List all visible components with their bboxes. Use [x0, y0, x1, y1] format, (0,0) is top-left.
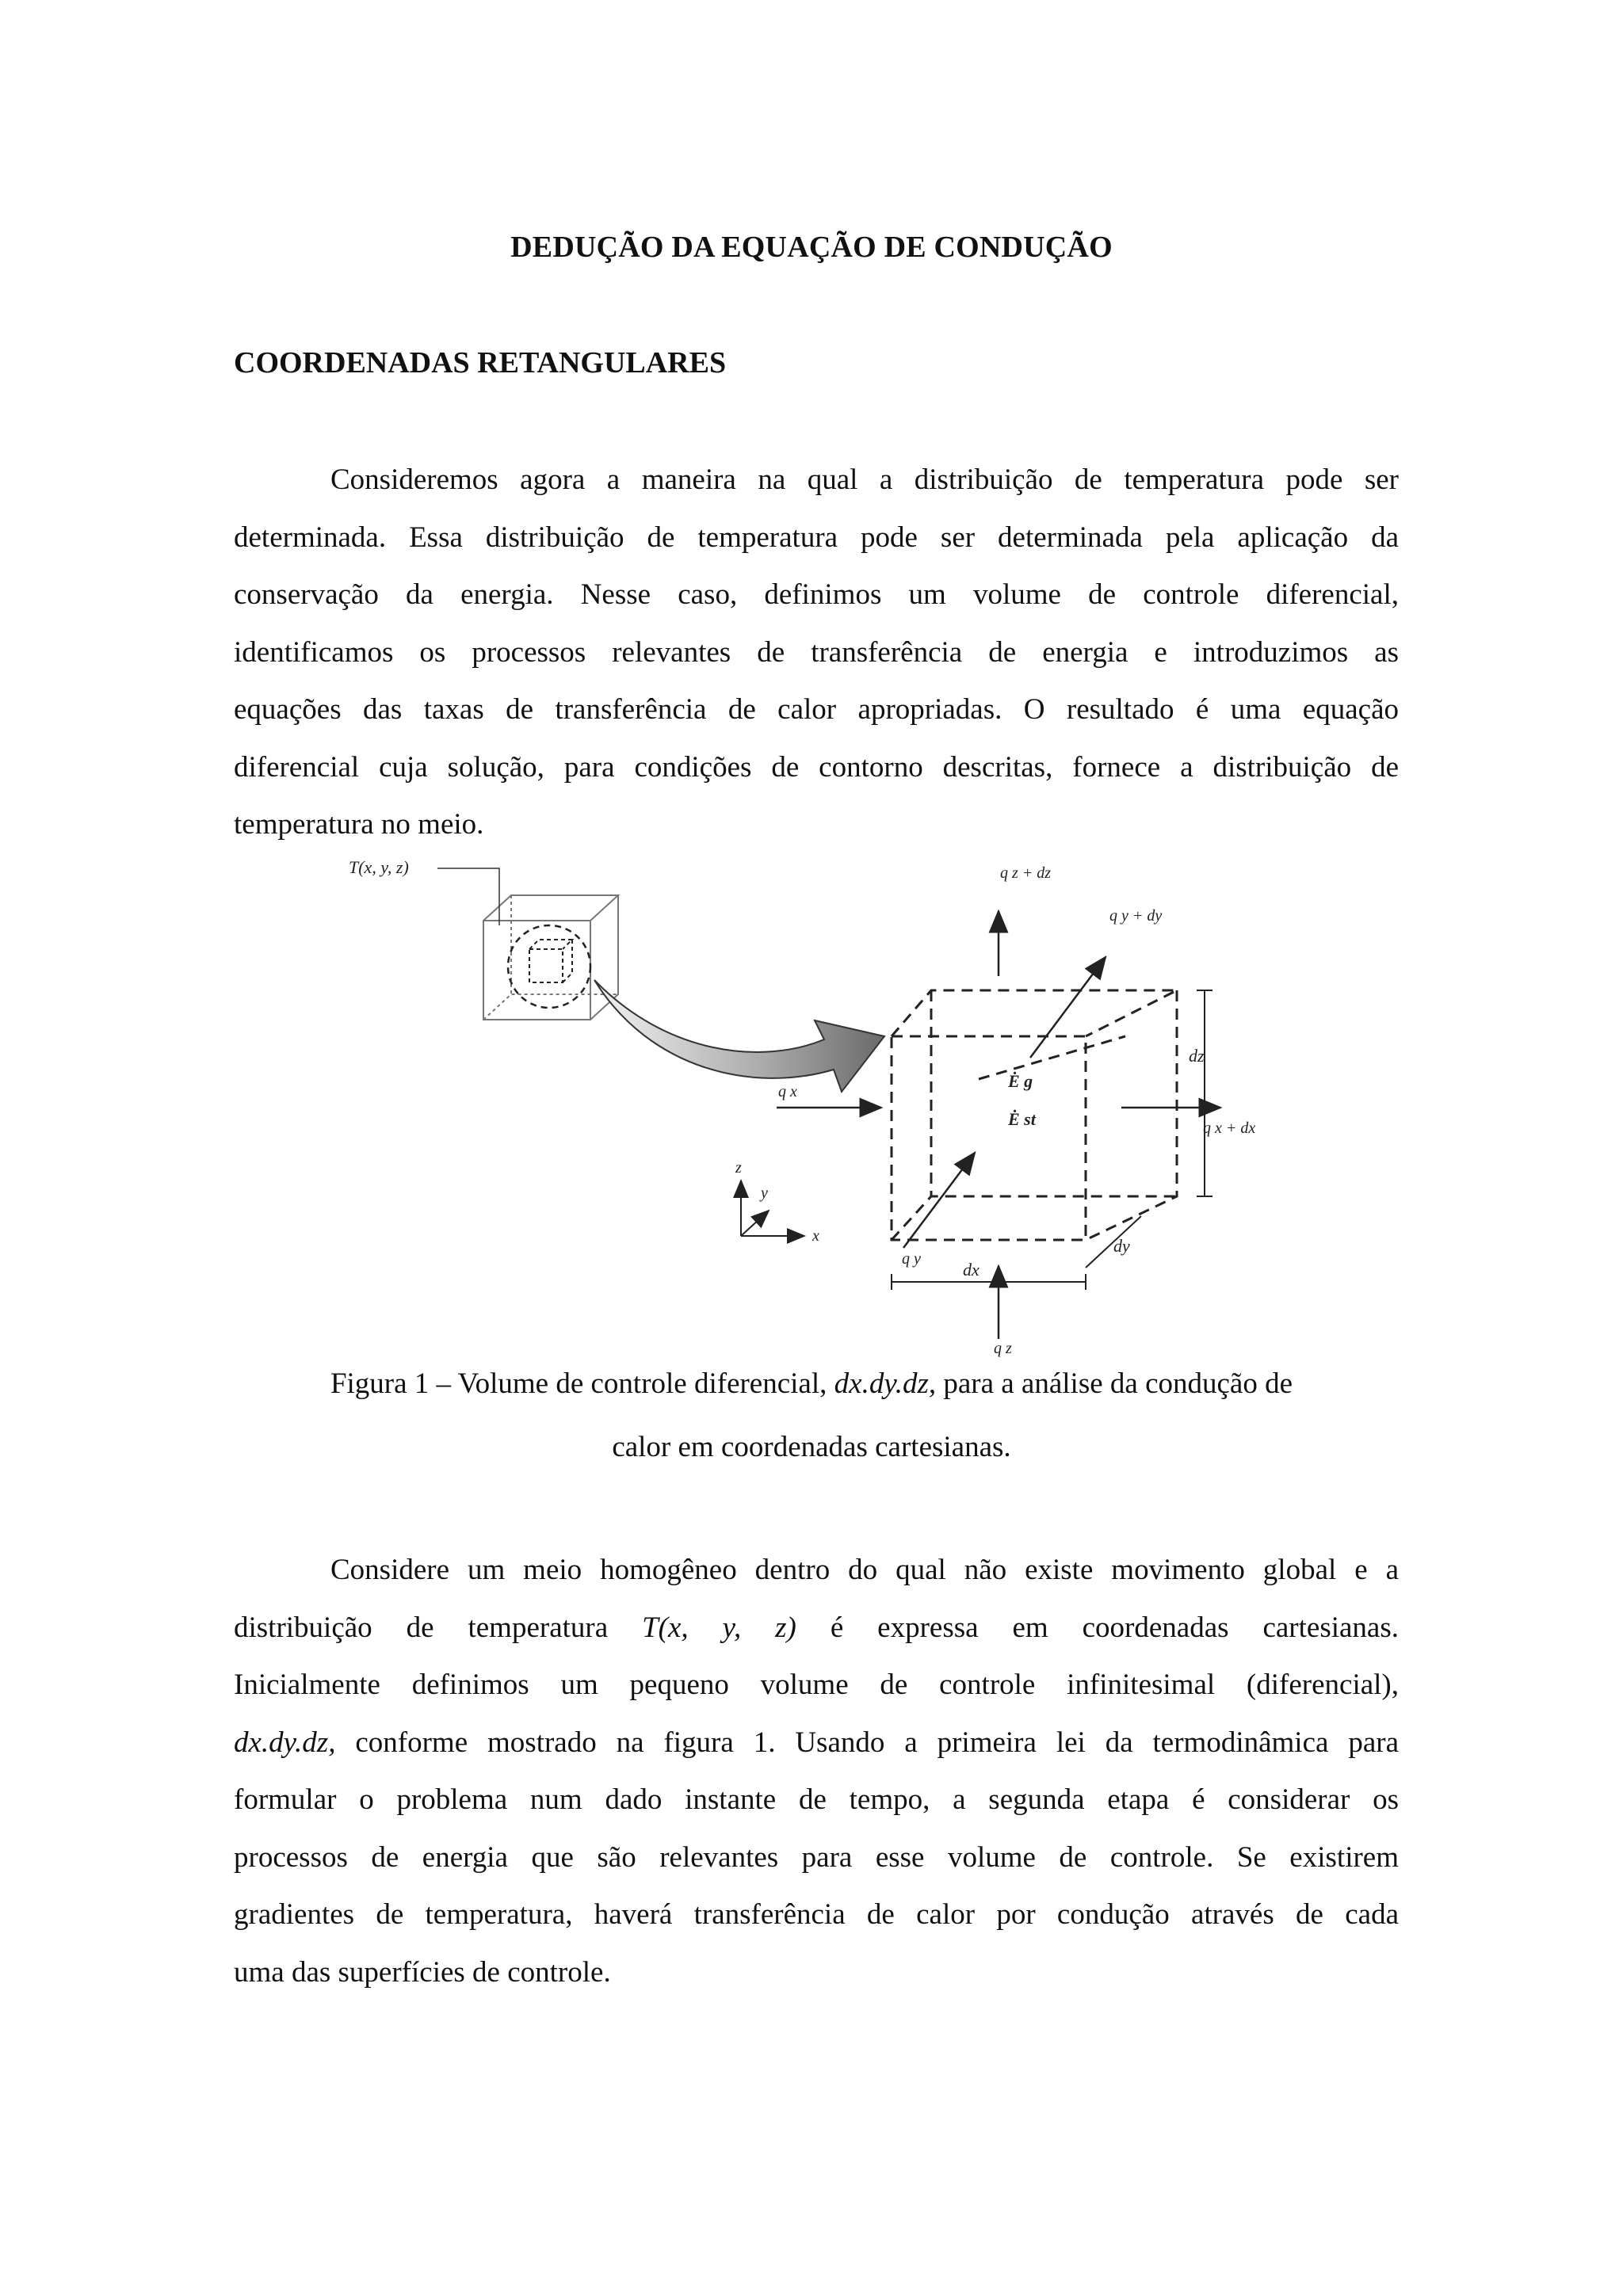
coordinate-axes [741, 1180, 804, 1236]
paragraph-line: determinada. Essa distribuição de temperatura pode ser determinada pela aplicação da [234, 521, 1399, 554]
label-dx: dx [963, 1260, 980, 1280]
arrow-qy [903, 1153, 975, 1248]
figure-caption [0, 1367, 1623, 1401]
caption-prefix: Figura 1 – Volume de controle diferencial, [330, 1367, 827, 1400]
label-leader-line [437, 868, 499, 925]
label-qz-dz: q z + dz [1000, 864, 1052, 882]
paragraph-line: gradientes de temperatura, haverá transferência de calor por condução através de cada [234, 1898, 1399, 1931]
math-volume: dx.dy.dz, [234, 1726, 336, 1759]
paragraph-intro [234, 452, 1399, 854]
label-qx-dx: q x + dx [1203, 1119, 1256, 1137]
label-dz: dz [1189, 1046, 1205, 1066]
label-qx: q x [778, 1083, 797, 1100]
paragraph-line: uma das superfícies de controle. [234, 1955, 611, 1989]
paragraph-line: Consideremos agora a maneira na qual a distribuição de temperatura pode ser [330, 463, 1399, 496]
label-dy: dy [1113, 1236, 1130, 1256]
math-temperature-function: T(x, y, z) [642, 1611, 796, 1644]
figure-caption-line2: calor em coordenadas cartesianas. [612, 1431, 1011, 1463]
axis-x-label: x [812, 1227, 819, 1245]
caption-suffix: para a análise da condução de [943, 1367, 1293, 1400]
magnify-arrow [594, 980, 884, 1092]
paragraph-line: Inicialmente definimos um pequeno volume de controle infinitesimal (diferencial), [234, 1669, 1399, 1701]
paragraph-line: diferencial cuja solução, para condições de contorno descritas, fornece a distribuição de [234, 750, 1399, 784]
text-run: conforme mostrado na figura 1. Usando a primeira lei da termodinâmica para [355, 1726, 1399, 1759]
control-volume-figure [349, 856, 1276, 1363]
caption-math: dx.dy.dz, [834, 1367, 937, 1400]
paragraph-line: formular o problema num dado instante de tempo, a segunda etapa é considerar os [234, 1783, 1399, 1816]
magnify-circle [508, 925, 590, 1008]
inner-cube [529, 940, 572, 982]
document-title: DEDUÇÃO DA EQUAÇÃO DE CONDUÇÃO [510, 231, 1113, 264]
label-qy: q y [902, 1250, 921, 1268]
paragraph-body [234, 1542, 1399, 2001]
solid-body [483, 895, 618, 1020]
paragraph-line-with-math [234, 1714, 1399, 1772]
text-run: é expressa em coordenadas cartesianas. [830, 1611, 1399, 1644]
arrow-qy-dy [1030, 957, 1106, 1058]
axis-z-label: z [735, 1159, 742, 1177]
figure-diagram [349, 856, 1276, 1363]
axis-y-label: y [761, 1184, 768, 1202]
section-heading: COORDENADAS RETANGULARES [234, 346, 727, 379]
paragraph-line: identificamos os processos relevantes de transferência de energia e introduzimos as [234, 635, 1399, 669]
label-energy-stored: Ė st [1008, 1109, 1036, 1129]
paragraph-line: equações das taxas de transferência de calor apropriadas. O resultado é uma equação [234, 693, 1399, 726]
label-qz: q z [994, 1340, 1012, 1357]
text-run: distribuição de temperatura [234, 1611, 609, 1644]
paragraph-line-with-math [234, 1600, 1399, 1657]
label-energy-generated: Ė g [1008, 1071, 1033, 1091]
paragraph-line: temperatura no meio. [234, 808, 484, 841]
paragraph-line: Considere um meio homogêneo dentro do qual não existe movimento global e a [330, 1554, 1399, 1586]
label-temperature-field: T(x, y, z) [349, 857, 409, 877]
paragraph-line: processos de energia que são relevantes para esse volume de controle. Se existirem [234, 1840, 1399, 1874]
paragraph-line: conservação da energia. Nesse caso, definimos um volume de controle diferencial, [234, 578, 1399, 611]
label-qy-dy: q y + dy [1109, 907, 1163, 925]
